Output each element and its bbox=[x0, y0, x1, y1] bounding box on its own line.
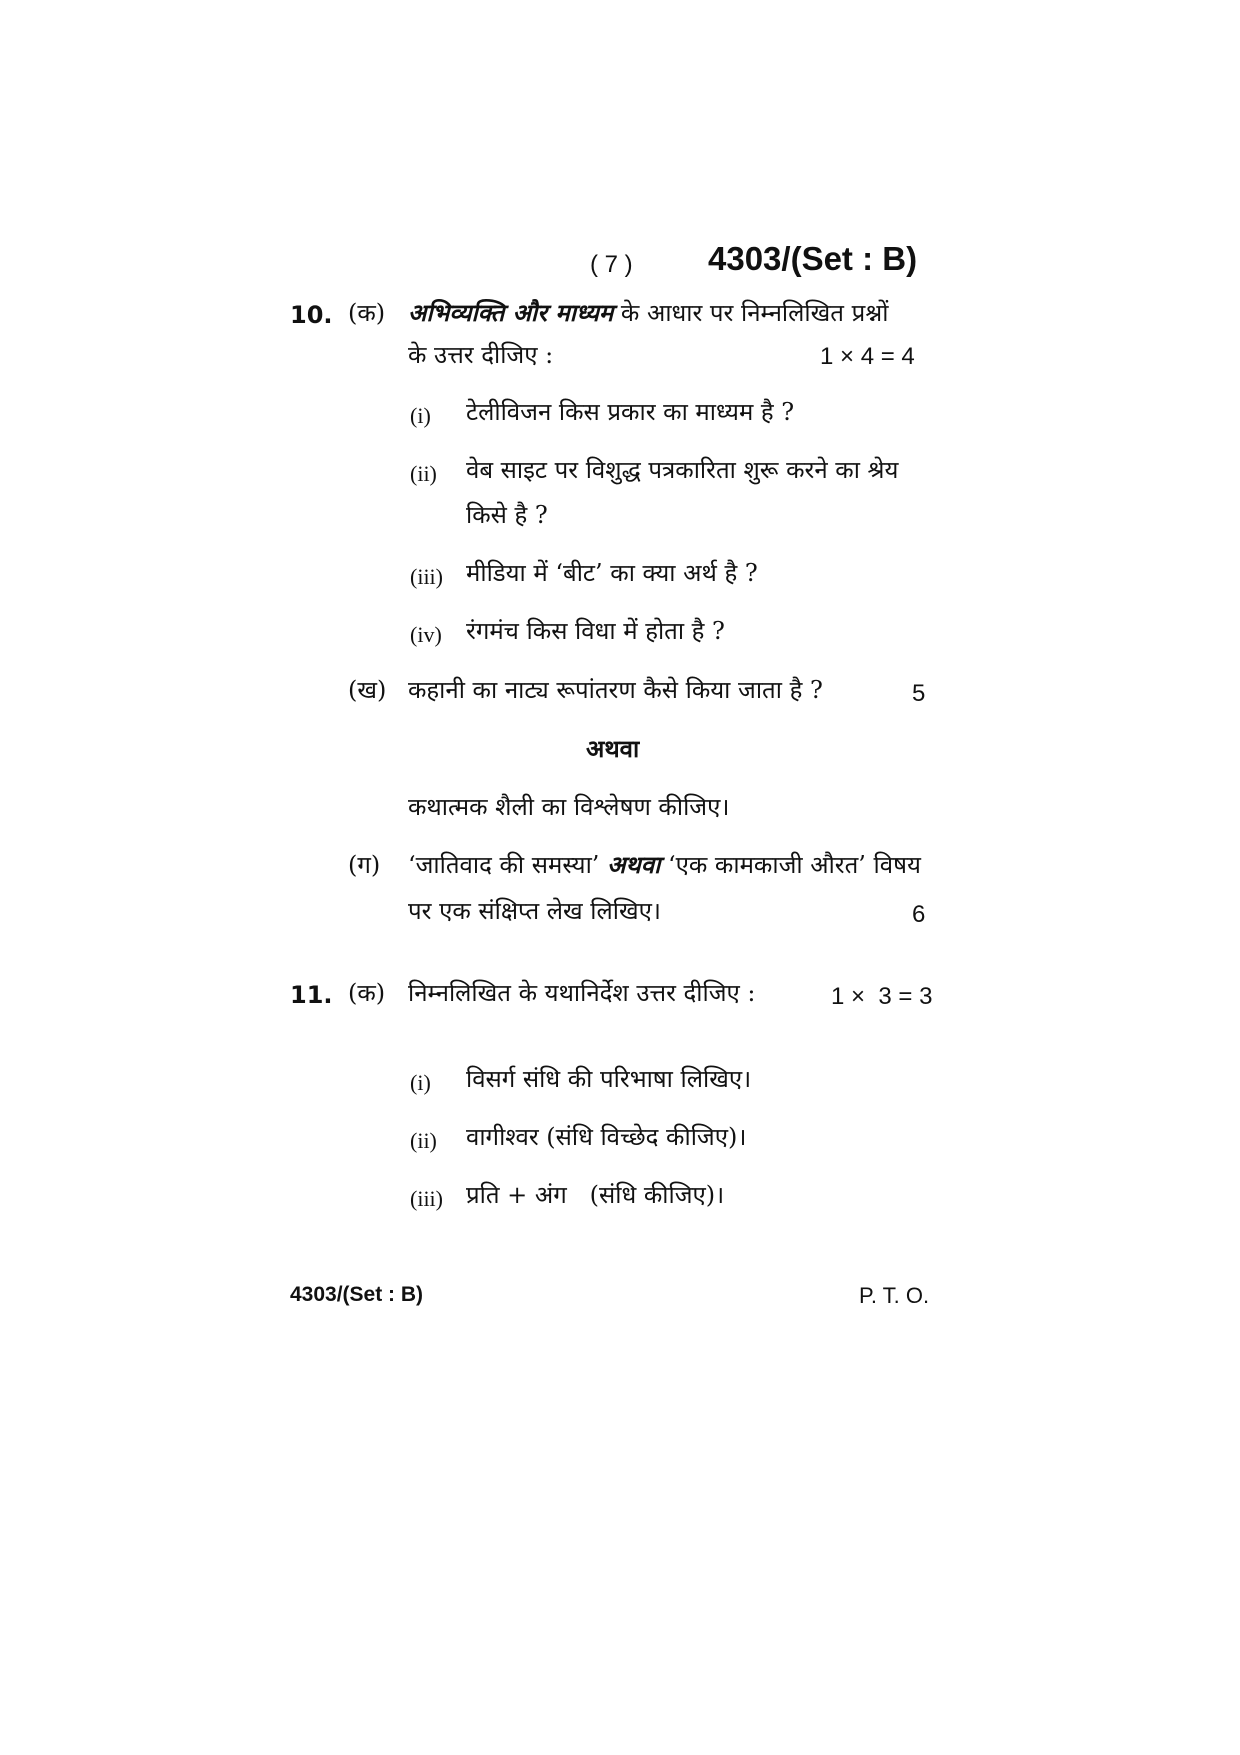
page-number: ( 7 ) bbox=[590, 251, 633, 278]
q10-c-marks: 6 bbox=[912, 901, 926, 928]
q10-part-b-label: (ख) bbox=[348, 676, 387, 704]
q10-a-intro-line2: के उत्तर दीजिए : bbox=[408, 341, 554, 369]
q10-part-c-label: (ग) bbox=[348, 851, 381, 879]
question-10-number: 10. bbox=[290, 301, 333, 329]
q10-a-item-i-text: टेलीविजन किस प्रकार का माध्यम है ? bbox=[466, 398, 795, 426]
q10-a-item-i-num: (i) bbox=[410, 403, 431, 428]
q11-a-item-iii-num: (iii) bbox=[410, 1186, 443, 1211]
q11-a-item-ii-text: वागीश्वर (संधि विच्छेद कीजिए)। bbox=[466, 1123, 747, 1151]
q10-c-or-emphasis: अथवा bbox=[607, 850, 661, 879]
paper-code-header: 4303/(Set : B) bbox=[708, 240, 918, 277]
q10-a-intro-rest: के आधार पर निम्नलिखित प्रश्नों bbox=[620, 299, 889, 327]
paper-code-footer: 4303/(Set : B) bbox=[290, 1283, 424, 1306]
q10-c-topic-1: ‘जातिवाद की समस्या’ bbox=[408, 851, 600, 879]
q10-b-alt-text: कथात्मक शैली का विश्लेषण कीजिए। bbox=[408, 793, 730, 821]
q10-c-topic-2: ‘एक कामकाजी औरत’ विषय bbox=[667, 851, 921, 879]
q10-a-item-iii-text: मीडिया में ‘बीट’ का क्या अर्थ है ? bbox=[466, 559, 758, 587]
q10-a-item-iv-text: रंगमंच किस विधा में होता है ? bbox=[466, 617, 725, 645]
q10-a-item-ii-text-line2: किसे है ? bbox=[466, 501, 548, 529]
q11-a-item-i-num: (i) bbox=[410, 1070, 431, 1095]
q10-a-intro-line1 bbox=[408, 298, 888, 328]
q10-part-a-label: (क) bbox=[348, 299, 386, 327]
q10-a-item-iii-num: (iii) bbox=[410, 564, 443, 589]
q10-b-marks: 5 bbox=[912, 680, 926, 707]
q11-a-intro: निम्नलिखित के यथानिर्देश उत्तर दीजिए : bbox=[408, 979, 756, 1007]
q10-b-or-label: अथवा bbox=[586, 734, 640, 763]
q10-a-item-ii-text-line1: वेब साइट पर विशुद्ध पत्रकारिता शुरू करने का श्रेय bbox=[466, 456, 899, 484]
q11-a-item-i-text: विसर्ग संधि की परिभाषा लिखिए। bbox=[466, 1065, 752, 1093]
q10-c-line1 bbox=[408, 850, 921, 880]
q10-b-text: कहानी का नाट्य रूपांतरण कैसे किया जाता है ? bbox=[408, 676, 823, 704]
q11-a-item-iii-text: प्रति + अंग (संधि कीजिए)। bbox=[466, 1181, 725, 1209]
q10-c-line2: पर एक संक्षिप्त लेख लिखिए। bbox=[408, 897, 661, 925]
q10-a-marks: 1 × 4 = 4 bbox=[820, 343, 915, 370]
please-turn-over: P. T. O. bbox=[859, 1283, 930, 1308]
q11-a-item-ii-num: (ii) bbox=[410, 1128, 437, 1153]
q10-a-emphasis: अभिव्यक्ति और माध्यम bbox=[408, 298, 614, 327]
q11-part-a-label: (क) bbox=[348, 979, 386, 1007]
question-11-number: 11. bbox=[290, 981, 333, 1009]
q10-a-item-iv-num: (iv) bbox=[410, 622, 442, 647]
q10-a-item-ii-num: (ii) bbox=[410, 461, 437, 486]
q11-a-marks: 1 × 3 = 3 bbox=[831, 983, 933, 1010]
